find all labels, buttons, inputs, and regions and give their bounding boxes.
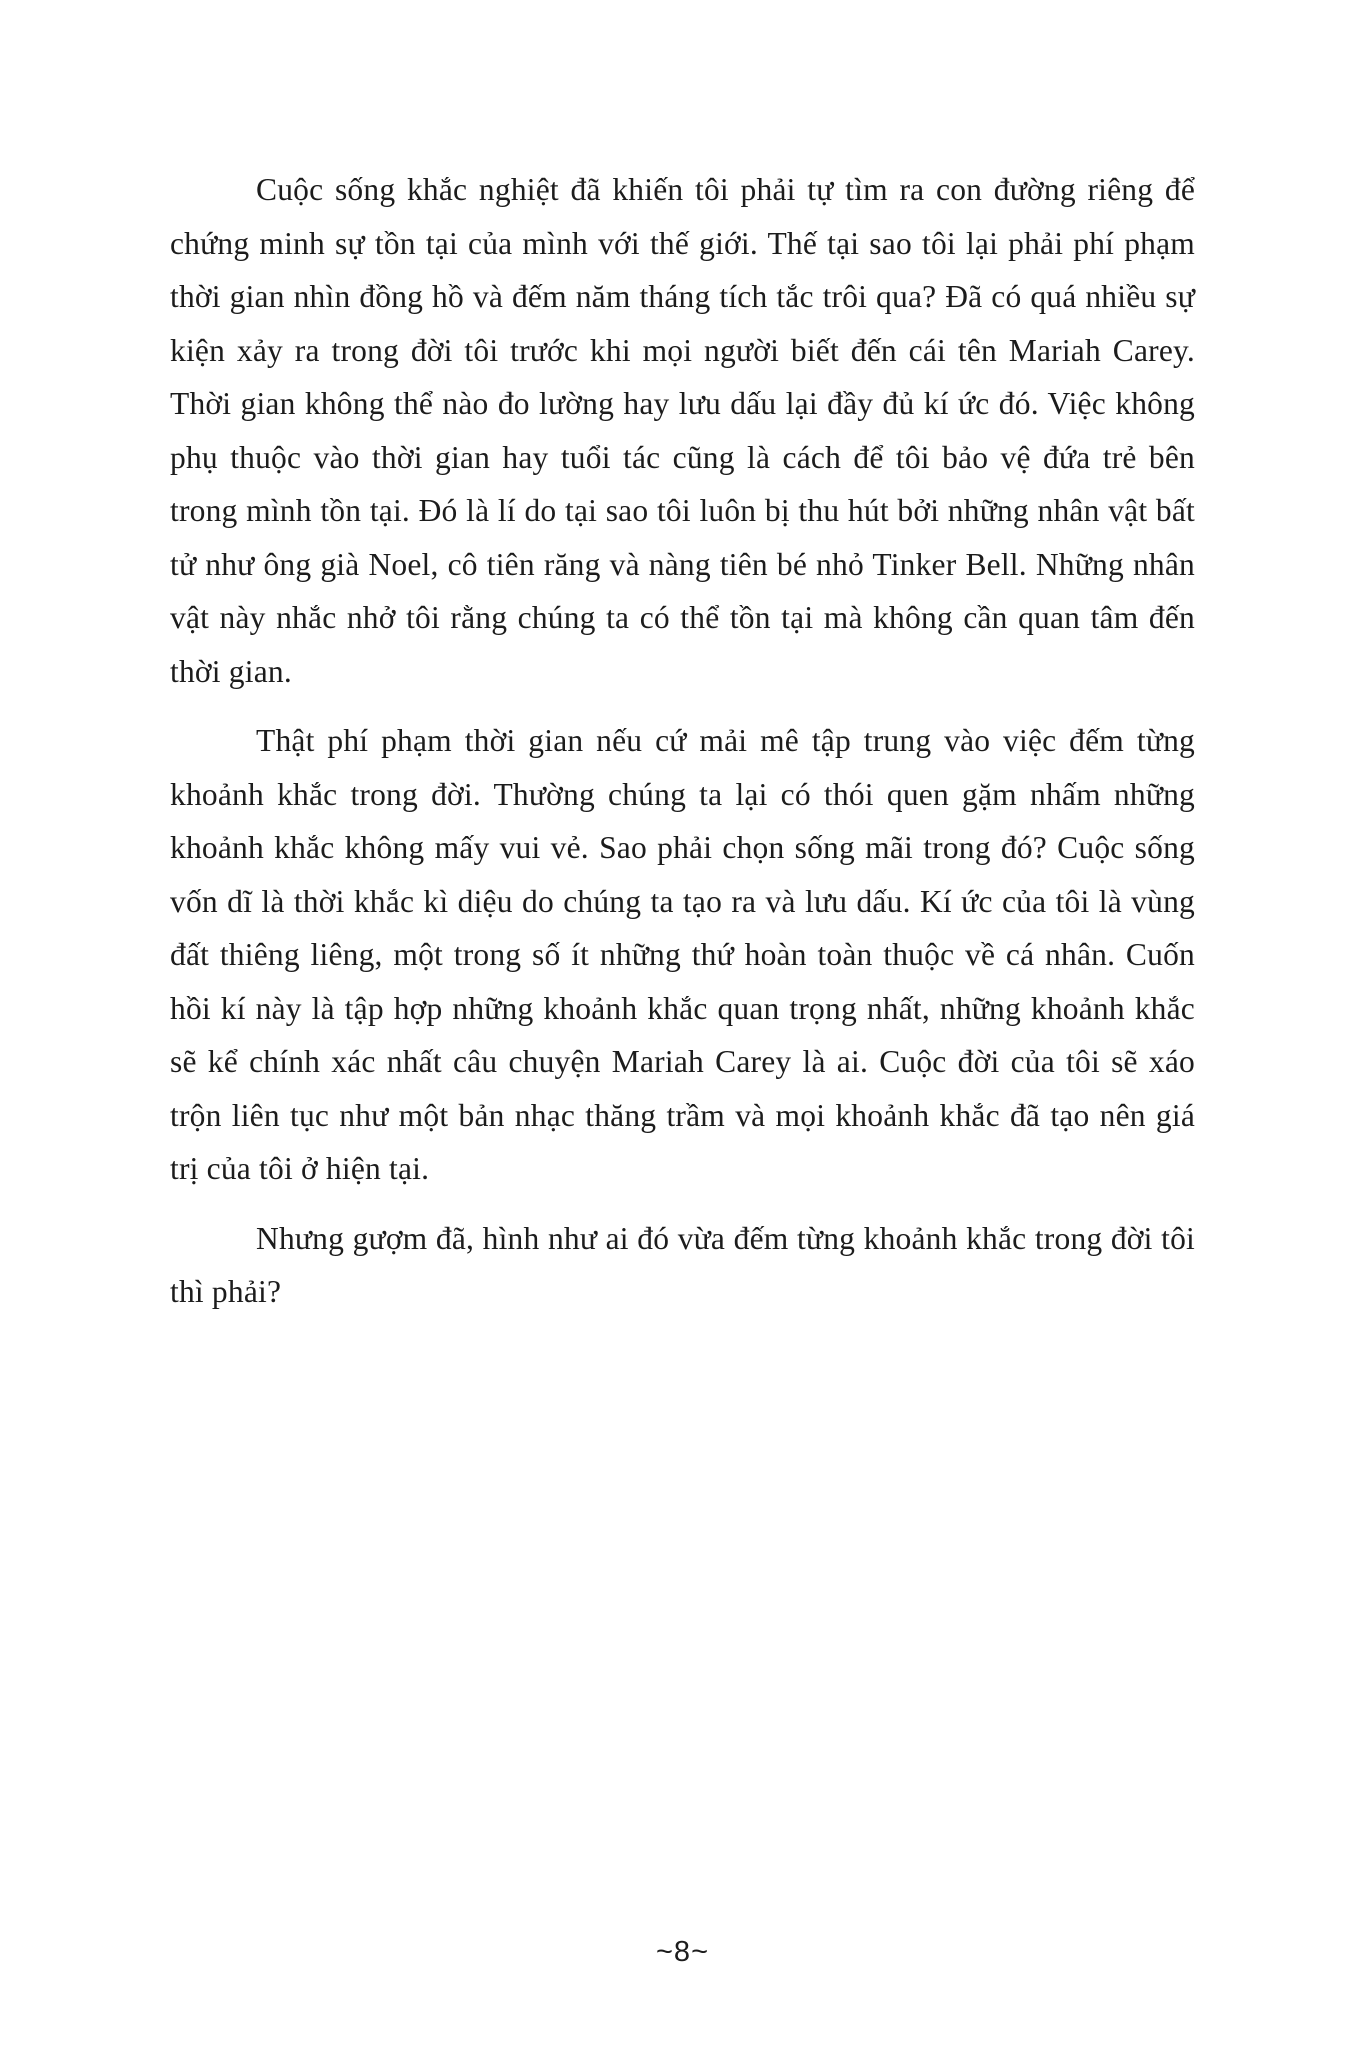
paragraph-3: Nhưng gượm đã, hình như ai đó vừa đếm từng khoảnh khắc trong đời tôi thì phải? — [170, 1220, 1195, 1309]
page-number: ~8~ — [656, 1936, 709, 1968]
paragraph-1: Cuộc sống khắc nghiệt đã khiến tôi phải tự tìm ra con đường riêng để chứng minh sự tồn tại của mình với thế giới. Thế tại sao tôi lại phải phí phạm thời gian nhìn đồng hồ và đếm năm tháng tích tắc trôi qua? Đã có quá nhiều sự kiện xảy ra trong đời tôi trước khi mọi người biết đến cái tên Mariah Carey. Thời gian không thể nào đo lường hay lưu dấu lại đầy đủ kí ức đó. Việc không phụ thuộc vào thời gian hay tuổi tác cũng là cách để tôi bảo vệ đứa trẻ bên trong mình tồn tại. Đó là lí do tại sao tôi luôn bị thu hút bởi những nhân vật bất tử như ông già Noel, cô tiên răng và nàng tiên bé nhỏ Tinker Bell. Những nhân vật này nhắc nhở tôi rằng chúng ta có thể tồn tại mà không cần quan tâm đến thời gian. — [170, 172, 1195, 689]
page-body-text — [170, 163, 1195, 1319]
paragraph-2: Thật phí phạm thời gian nếu cứ mải mê tập trung vào việc đếm từng khoảnh khắc trong đời. Thường chúng ta lại có thói quen gặm nhấm những khoảnh khắc không mấy vui vẻ. Sao phải chọn sống mãi trong đó? Cuộc sống vốn dĩ là thời khắc kì diệu do chúng ta tạo ra và lưu dấu. Kí ức của tôi là vùng đất thiêng liêng, một trong số ít những thứ hoàn toàn thuộc về cá nhân. Cuốn hồi kí này là tập hợp những khoảnh khắc quan trọng nhất, những khoảnh khắc sẽ kể chính xác nhất câu chuyện Mariah Carey là ai. Cuộc đời của tôi sẽ xáo trộn liên tục như một bản nhạc thăng trầm và mọi khoảnh khắc đã tạo nên giá trị của tôi ở hiện tại. — [170, 723, 1195, 1186]
